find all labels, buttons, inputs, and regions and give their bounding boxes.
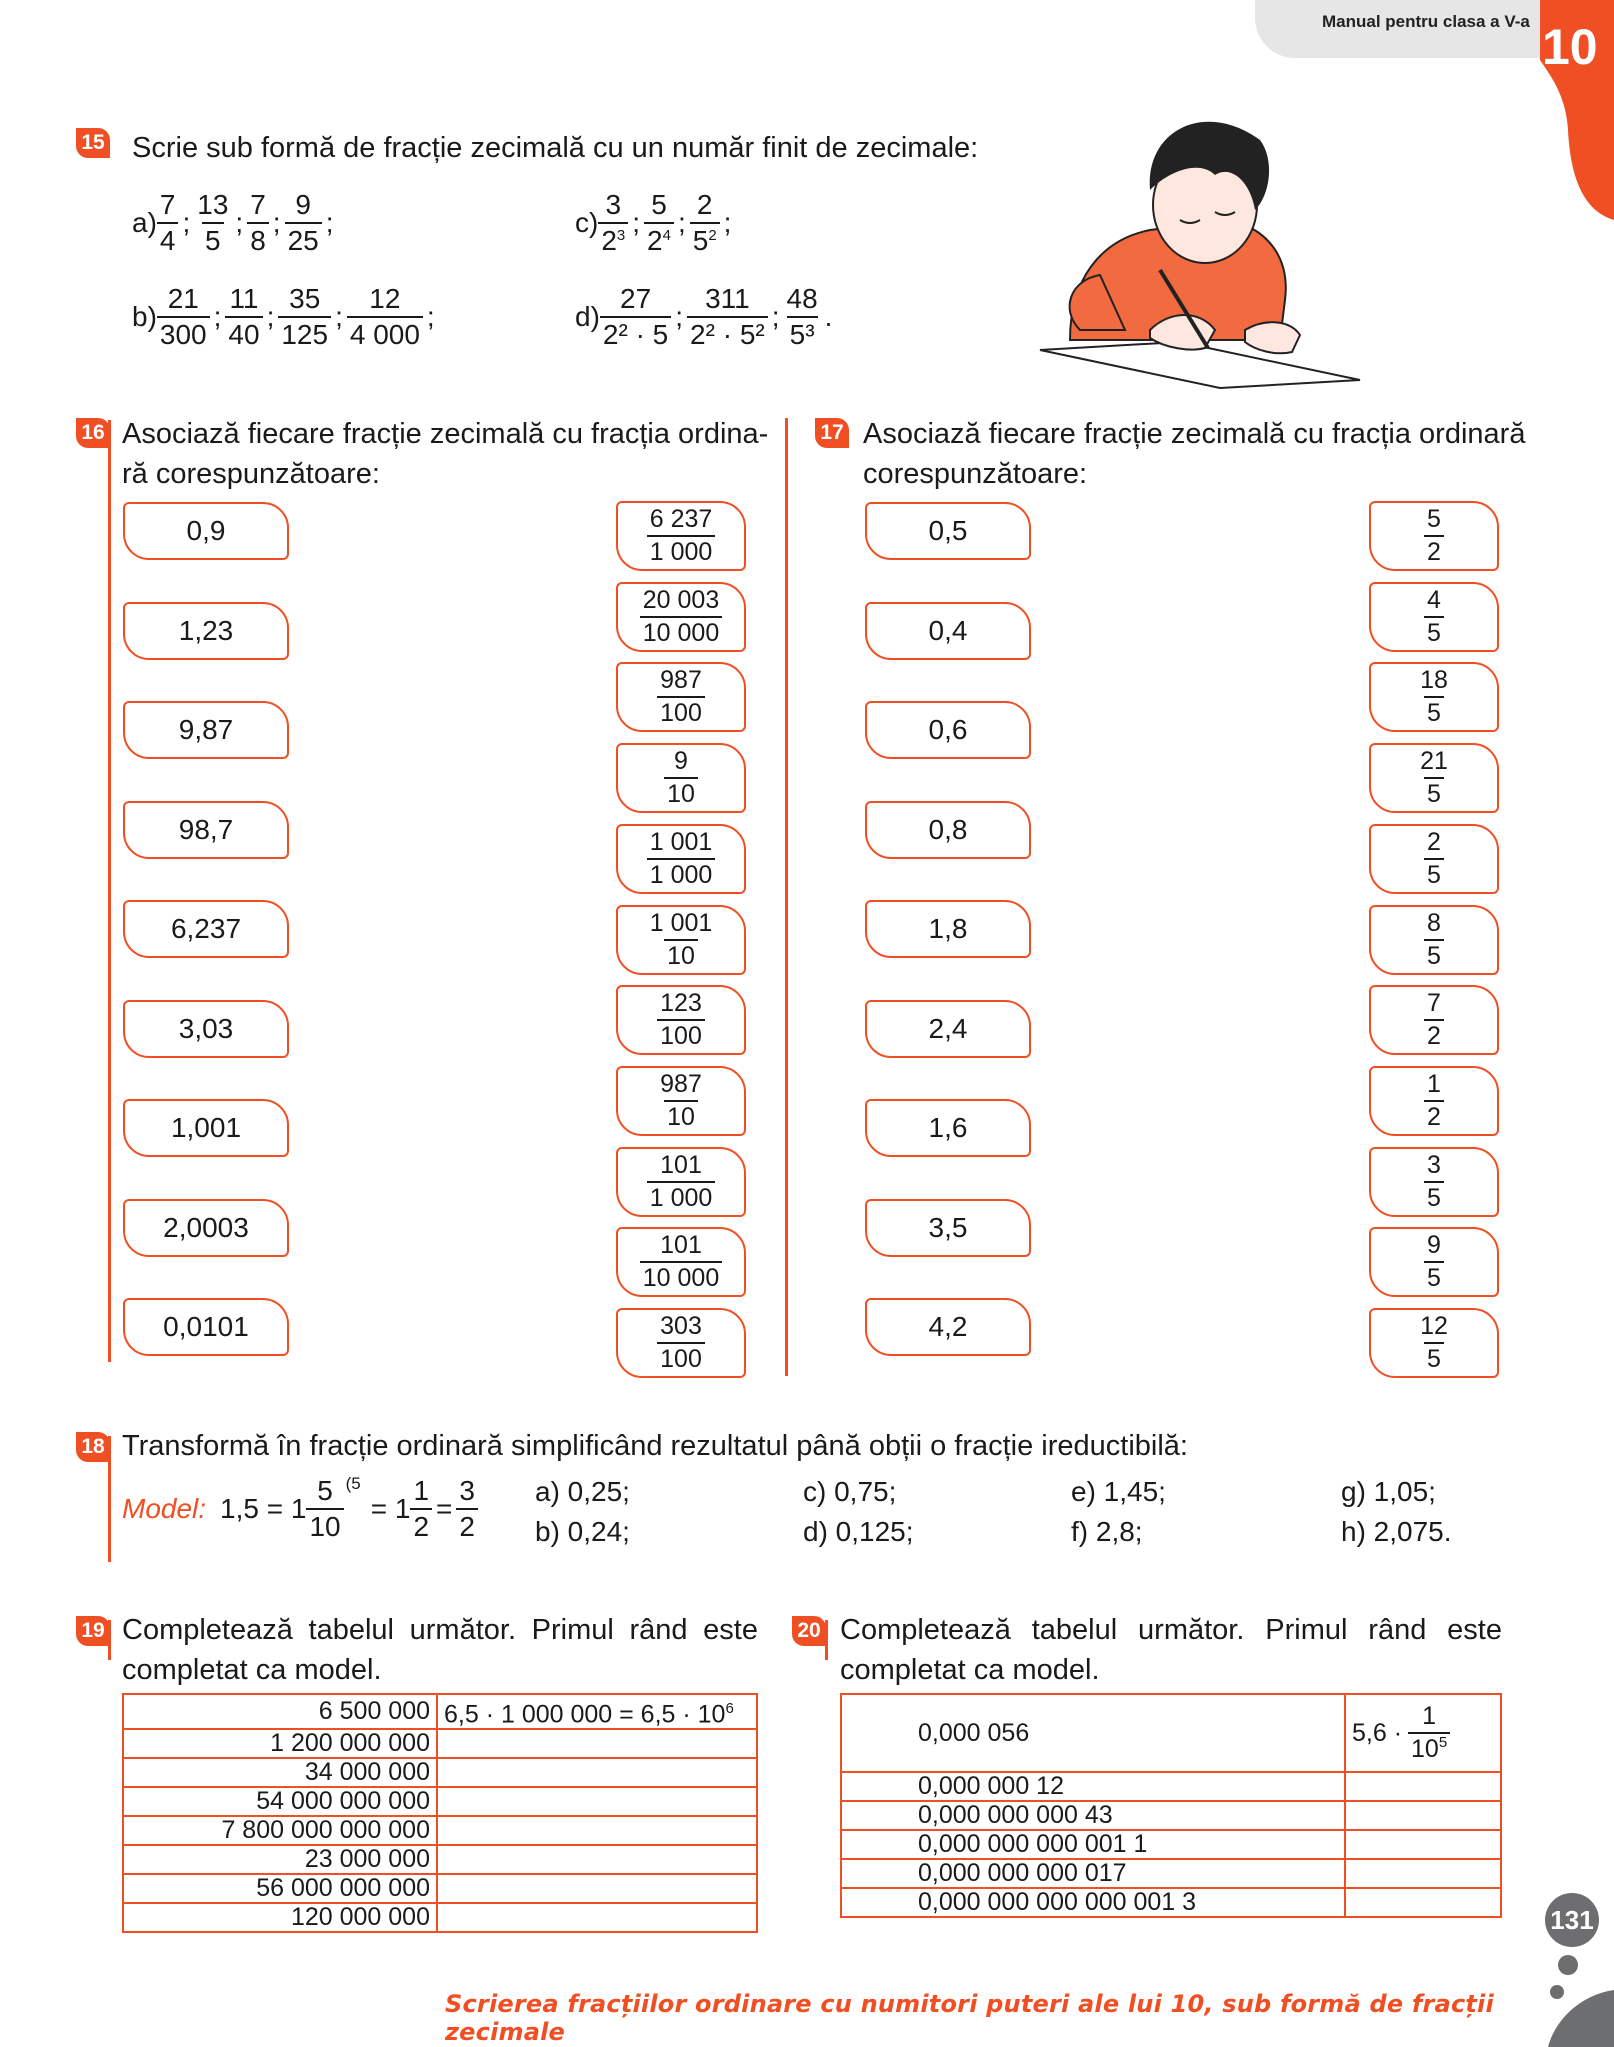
denominator: 10 xyxy=(664,777,698,810)
table-row xyxy=(841,1694,1501,1772)
book-title: Manual pentru clasa a V-a xyxy=(1322,12,1530,31)
table-row xyxy=(123,1816,757,1845)
ex15-a: a) $\frac{7}{4}$ ; $\frac{13}{5}$ ; $\frac{7}{8}$ ; $\frac{9}{25}$ ; xyxy=(132,189,334,256)
fraction xyxy=(410,1474,432,1544)
ex18-model xyxy=(122,1474,478,1544)
numerator: 18 xyxy=(1420,666,1448,695)
answer-cell[interactable] xyxy=(1345,1801,1501,1830)
fraction-box[interactable] xyxy=(1369,1227,1499,1297)
number-cell: 1 200 000 000 xyxy=(123,1729,437,1758)
fraction xyxy=(598,188,628,258)
numerator: 5 xyxy=(317,1475,333,1506)
ex15-b: b) $\frac{21}{300}$ ; $\frac{11}{40}$ ; $\frac{35}{125}$ ; $\frac{12}{4 000}$ ; xyxy=(132,283,435,350)
denominator: 2² · 5 xyxy=(600,316,671,352)
denominator: 5 xyxy=(1424,696,1444,729)
ex18-item: b) 0,24; xyxy=(535,1516,630,1547)
denominator: 1 000 xyxy=(647,858,716,891)
fraction-box[interactable] xyxy=(1369,743,1499,813)
denominator: 5³ xyxy=(787,316,818,352)
simplify-mark: (5 xyxy=(345,1474,361,1493)
fraction xyxy=(157,282,210,352)
fraction xyxy=(1424,1230,1444,1294)
exercise-number-18: 18 xyxy=(76,1432,110,1462)
exercise-16-text-line2: ră corespunzătoare: xyxy=(122,458,380,490)
fraction xyxy=(194,188,231,258)
fraction xyxy=(247,188,269,258)
numerator: 12 xyxy=(369,283,401,314)
ex18-items xyxy=(535,1472,1545,1552)
decimal-box[interactable]: 0,8 xyxy=(865,801,1031,859)
decimal-box[interactable]: 0,4 xyxy=(865,602,1031,660)
numerator: 48 xyxy=(786,283,818,314)
number-cell: 7 800 000 000 000 xyxy=(123,1816,437,1845)
ex18-item: h) 2,075. xyxy=(1341,1516,1452,1547)
numerator: 303 xyxy=(660,1312,702,1340)
numerator: 11 xyxy=(229,283,259,314)
fraction xyxy=(644,188,674,258)
denominator: 4 000 xyxy=(347,316,423,352)
decimal-box[interactable]: 3,5 xyxy=(865,1199,1031,1257)
denominator: 2 xyxy=(1424,535,1444,568)
fraction xyxy=(456,1474,478,1544)
exercise-15-text: Scrie sub formă de fracție zecimală cu un număr finit de zecimale: xyxy=(132,132,979,164)
numerator: 21 xyxy=(1420,747,1448,776)
decimal-box[interactable]: 1,23 xyxy=(123,602,289,660)
ex20-margin-line xyxy=(825,1620,828,1660)
denominator: 5 xyxy=(202,222,224,258)
denominator: 100 xyxy=(657,1342,705,1375)
denominator: 10 000 xyxy=(640,1261,722,1294)
numerator: 7 xyxy=(159,189,176,220)
model-eq: = xyxy=(436,1493,453,1524)
denominator: 10 xyxy=(306,1508,343,1544)
exercise-20-text-line1: Completează tabelul următor. Primul rând este xyxy=(840,1614,1502,1646)
numerator: 5 xyxy=(651,189,667,220)
page-number-badge xyxy=(1545,1893,1599,1947)
answer-cell[interactable] xyxy=(437,1845,757,1874)
denominator: 25 xyxy=(285,222,322,258)
fraction xyxy=(657,1069,705,1133)
exercise-17-text-line2: corespunzătoare: xyxy=(863,458,1088,490)
model-answer: 5,6 · xyxy=(1352,1718,1403,1747)
fraction-box[interactable] xyxy=(1369,662,1499,732)
denominator: 10 xyxy=(664,1100,698,1133)
table-row xyxy=(841,1888,1501,1917)
denominator: 2 xyxy=(1424,1019,1444,1052)
fraction xyxy=(647,908,716,972)
numerator: 3 xyxy=(605,189,622,220)
model-label: Model: xyxy=(122,1493,207,1524)
fraction xyxy=(157,188,179,258)
table-row xyxy=(123,1729,757,1758)
answer-cell[interactable] xyxy=(1345,1772,1501,1801)
numerator: 1 xyxy=(1422,1702,1437,1730)
numerator: 35 xyxy=(289,283,321,314)
table-row xyxy=(123,1845,757,1874)
denominator: 100 xyxy=(657,1019,705,1052)
numerator: 987 xyxy=(660,1069,702,1098)
exercise-16-text-line1: Asociază fiecare fracție zecimală cu fracția ordina- xyxy=(122,418,769,450)
denominator: 2 xyxy=(1424,1100,1444,1133)
model-eq: = 1 xyxy=(370,1493,411,1524)
fraction-box[interactable] xyxy=(1369,905,1499,975)
fraction xyxy=(1408,1701,1450,1765)
ex19-margin-line xyxy=(108,1620,111,1660)
denominator: 10 xyxy=(664,939,698,972)
numerator: 9 xyxy=(674,747,688,776)
numerator: 311 xyxy=(705,283,750,314)
fraction xyxy=(600,282,671,352)
number-cell: 23 000 000 xyxy=(123,1845,437,1874)
answer-cell[interactable] xyxy=(1345,1830,1501,1859)
decor-dot xyxy=(1558,1955,1578,1975)
number-cell: 0,000 000 12 xyxy=(841,1772,1345,1801)
denominator: 8 xyxy=(247,222,269,258)
page-number: 131 xyxy=(1550,1904,1594,1935)
numerator: 3 xyxy=(459,1475,475,1506)
denominator: 40 xyxy=(225,316,262,352)
numerator: 101 xyxy=(660,1231,702,1260)
fraction-box[interactable] xyxy=(1369,1147,1499,1217)
answer-cell[interactable] xyxy=(437,1816,757,1845)
table-row xyxy=(841,1801,1501,1830)
decimal-box[interactable]: 1,001 xyxy=(123,1099,289,1157)
exercise-number-16: 16 xyxy=(76,418,110,448)
numerator: 2 xyxy=(696,189,713,220)
fraction-box[interactable] xyxy=(616,743,746,813)
decimal-box[interactable]: 9,87 xyxy=(123,701,289,759)
denominator: $5^2$ xyxy=(690,222,720,258)
exercise-number-15: 15 xyxy=(76,128,110,158)
fraction-box[interactable] xyxy=(1369,1308,1499,1378)
table-row xyxy=(123,1787,757,1816)
ex18-item: f) 2,8; xyxy=(1071,1516,1143,1547)
ex20-table xyxy=(840,1693,1502,1918)
decimal-box[interactable]: 1,8 xyxy=(865,900,1031,958)
decimal-box[interactable]: 0,6 xyxy=(865,701,1031,759)
table-row xyxy=(841,1859,1501,1888)
ex15-c: c) $\frac{3}{2^3}$ ; $\frac{5}{2^4}$ ; $\frac{2}{5^2}$ ; xyxy=(575,189,732,256)
fraction xyxy=(1424,908,1444,972)
number-cell: 56 000 000 000 xyxy=(123,1874,437,1903)
answer-cell[interactable] xyxy=(437,1787,757,1816)
fraction-box[interactable] xyxy=(616,582,746,652)
decimal-box[interactable]: 0,5 xyxy=(865,502,1031,560)
unit-number: 10 xyxy=(1542,19,1598,75)
fraction xyxy=(225,282,262,352)
fraction-box[interactable] xyxy=(1369,582,1499,652)
numerator: 1 001 xyxy=(649,827,713,856)
denominator: $10^5$ xyxy=(1408,1732,1450,1765)
number-cell: 120 000 000 xyxy=(123,1903,437,1932)
answer-cell xyxy=(437,1694,757,1729)
fraction xyxy=(1417,746,1451,810)
exercise-20-text-line2: completat ca model. xyxy=(840,1654,1100,1686)
denominator: 5 xyxy=(1424,1342,1444,1375)
decimal-box[interactable]: 0,9 xyxy=(123,502,289,560)
number-cell: 34 000 000 xyxy=(123,1758,437,1787)
decimal-box[interactable]: 6,237 xyxy=(123,900,289,958)
denominator: 100 xyxy=(657,696,705,729)
column-divider xyxy=(785,418,788,1376)
answer-cell[interactable] xyxy=(437,1758,757,1787)
fraction xyxy=(1424,1069,1444,1133)
exercise-19-text-line2: completat ca model. xyxy=(122,1654,382,1686)
footer-title: Scrierea fracțiilor ordinare cu numitori puteri ale lui 10, sub formă de fracții zecimale xyxy=(445,1990,1494,2046)
answer-cell[interactable] xyxy=(437,1903,757,1932)
label-b: b) xyxy=(132,301,157,332)
fraction xyxy=(657,1311,705,1375)
fraction xyxy=(285,188,322,258)
numerator: 8 xyxy=(1427,908,1441,937)
table-row xyxy=(841,1772,1501,1801)
numerator: 13 xyxy=(197,189,229,220)
fraction xyxy=(1424,1150,1444,1214)
decimal-box[interactable]: 2,4 xyxy=(865,1000,1031,1058)
denominator: $2^3$ xyxy=(598,222,628,258)
denominator: 5 xyxy=(1424,1181,1444,1214)
ex18-item: e) 1,45; xyxy=(1071,1476,1166,1507)
fraction-box[interactable] xyxy=(616,662,746,732)
ex18-item: g) 1,05; xyxy=(1341,1476,1436,1507)
exercise-number-17: 17 xyxy=(815,418,849,448)
denominator: 2² · 5² xyxy=(687,316,768,352)
ex18-margin-line xyxy=(108,1436,111,1562)
denominator: 5 xyxy=(1424,1261,1444,1294)
decimal-box[interactable]: 0,0101 xyxy=(123,1298,289,1356)
model-answer: 6,5 · 1 000 000 = 6,5 · 10 xyxy=(444,1700,726,1729)
number-cell: 0,000 000 000 43 xyxy=(841,1801,1345,1830)
fraction-box[interactable] xyxy=(1369,985,1499,1055)
denominator: 5 xyxy=(1424,858,1444,891)
label-c: c) xyxy=(575,207,599,238)
ex15-d: d) $\frac{27}{\text{2² · 5}}$ ; $\frac{311}{\text{2² · 5²}}$ ; $\frac{48}{\text{5³}}$ . xyxy=(575,283,833,350)
fraction-box[interactable] xyxy=(616,1308,746,1378)
denominator: 4 xyxy=(157,222,179,258)
decimal-box[interactable]: 98,7 xyxy=(123,801,289,859)
numerator: 9 xyxy=(295,189,311,220)
numerator: 2 xyxy=(1427,827,1441,856)
fraction-box[interactable] xyxy=(616,501,746,571)
fraction xyxy=(784,282,821,352)
answer-cell[interactable] xyxy=(1345,1859,1501,1888)
table-row xyxy=(123,1758,757,1787)
decimal-box[interactable]: 4,2 xyxy=(865,1298,1031,1356)
numerator: 5 xyxy=(1427,505,1441,533)
numerator: 1 xyxy=(1427,1069,1441,1098)
exercise-number-20: 20 xyxy=(792,1616,826,1646)
fraction-box[interactable] xyxy=(616,1147,746,1217)
exercise-18-text: Transformă în fracție ordinară simplificând rezultatul până obții o fracție ireductibilă: xyxy=(122,1430,1188,1462)
ex18-item: c) 0,75; xyxy=(803,1476,897,1507)
denominator: 1 000 xyxy=(647,535,716,568)
numerator: 9 xyxy=(1427,1231,1441,1260)
table-row xyxy=(123,1903,757,1932)
fraction xyxy=(640,585,722,649)
numerator: 1 001 xyxy=(649,908,713,937)
fraction xyxy=(1424,988,1444,1052)
fraction xyxy=(657,988,705,1052)
fraction xyxy=(1424,827,1444,891)
number-cell: 0,000 056 xyxy=(841,1694,1345,1772)
answer-cell[interactable] xyxy=(437,1729,757,1758)
denominator: 125 xyxy=(278,316,331,352)
numerator: 1 xyxy=(413,1475,430,1506)
fraction xyxy=(657,665,705,729)
numerator: 12 xyxy=(1420,1312,1448,1340)
fraction xyxy=(640,1230,722,1294)
denominator: 10 000 xyxy=(640,616,722,649)
ex18-item: d) 0,125; xyxy=(803,1516,914,1547)
denominator: 5 xyxy=(1424,939,1444,972)
numerator: 7 xyxy=(250,189,266,220)
ex18-item: a) 0,25; xyxy=(535,1476,630,1507)
table-row xyxy=(123,1694,757,1729)
fraction xyxy=(347,282,423,352)
denominator: 5 xyxy=(1424,777,1444,810)
numerator: 20 003 xyxy=(642,585,720,614)
fraction-box[interactable] xyxy=(616,1227,746,1297)
fraction-box[interactable] xyxy=(616,824,746,894)
fraction xyxy=(278,282,331,352)
numerator: 7 xyxy=(1427,989,1441,1018)
denominator: 300 xyxy=(157,316,210,352)
ex16-margin-line xyxy=(108,420,111,1362)
fraction-box[interactable] xyxy=(1369,501,1499,571)
denominator: 2 xyxy=(456,1508,478,1544)
fraction xyxy=(647,827,716,891)
fraction-box[interactable] xyxy=(616,905,746,975)
numerator: 101 xyxy=(660,1150,702,1179)
fraction xyxy=(1424,504,1444,568)
fraction xyxy=(1417,1311,1451,1375)
fraction xyxy=(687,282,768,352)
denominator: 5 xyxy=(1424,616,1444,649)
denominator: $2^4$ xyxy=(644,222,674,258)
numerator: 3 xyxy=(1427,1150,1441,1179)
exercise-17-text-line1: Asociază fiecare fracție zecimală cu fracția ordinară xyxy=(863,418,1526,450)
fraction xyxy=(647,504,716,568)
answer-cell[interactable] xyxy=(437,1874,757,1903)
label-a: a) xyxy=(132,207,157,238)
exercise-number-19: 19 xyxy=(76,1616,110,1646)
fraction-box[interactable] xyxy=(616,985,746,1055)
decimal-box[interactable]: 2,0003 xyxy=(123,1199,289,1257)
number-cell: 6 500 000 xyxy=(123,1694,437,1729)
number-cell: 0,000 000 000 001 1 xyxy=(841,1830,1345,1859)
numerator: 4 xyxy=(1427,585,1441,614)
exercise-19-text-line1: Completează tabelul următor. Primul rând este xyxy=(122,1614,758,1646)
numerator: 6 237 xyxy=(649,505,713,533)
numerator: 27 xyxy=(620,283,652,314)
model-lead: 1,5 = 1 xyxy=(220,1493,307,1524)
fraction xyxy=(306,1474,343,1544)
numerator: 987 xyxy=(660,666,702,695)
answer-cell[interactable] xyxy=(1345,1888,1501,1917)
fraction xyxy=(1417,665,1451,729)
fraction xyxy=(647,1150,716,1214)
table-row xyxy=(841,1830,1501,1859)
answer-cell xyxy=(1345,1694,1501,1772)
fraction xyxy=(1424,585,1444,649)
fraction xyxy=(690,188,720,258)
table-row xyxy=(123,1874,757,1903)
boy-writing-illustration xyxy=(1030,80,1370,400)
number-cell: 54 000 000 000 xyxy=(123,1787,437,1816)
denominator: 2 xyxy=(410,1508,432,1544)
fraction-box[interactable] xyxy=(1369,824,1499,894)
label-d: d) xyxy=(575,301,600,332)
exponent: 6 xyxy=(725,1700,734,1717)
fraction-box[interactable] xyxy=(1369,1066,1499,1136)
ex19-table xyxy=(122,1693,758,1933)
decimal-box[interactable]: 1,6 xyxy=(865,1099,1031,1157)
number-cell: 0,000 000 000 017 xyxy=(841,1859,1345,1888)
decimal-box[interactable]: 3,03 xyxy=(123,1000,289,1058)
fraction xyxy=(664,746,698,810)
number-cell: 0,000 000 000 000 001 3 xyxy=(841,1888,1345,1917)
numerator: 21 xyxy=(167,283,199,314)
fraction-box[interactable] xyxy=(616,1066,746,1136)
numerator: 123 xyxy=(660,989,702,1018)
denominator: 1 000 xyxy=(647,1181,716,1214)
